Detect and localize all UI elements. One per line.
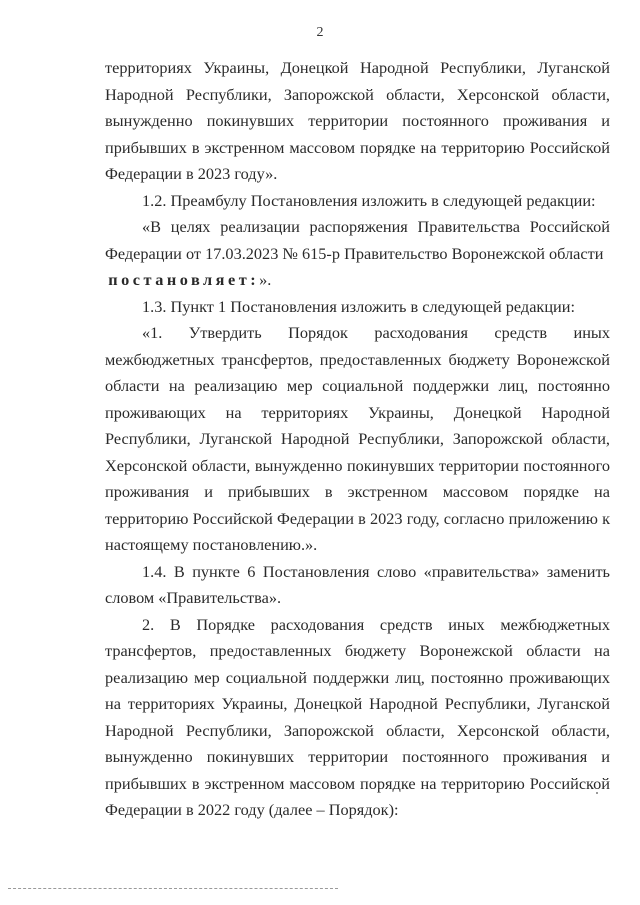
decree-suffix: ».	[259, 270, 272, 289]
paragraph-continuation: территориях Украины, Донецкой Народной Республики, Луганской Народной Республики, Запорожской области, Херсонской области, вынужденно покинувших территории постоянного проживания и прибывших в экстренном массовом порядке на территорию Российской Федерации в 2023 году».	[105, 58, 610, 183]
document-body	[105, 55, 610, 824]
paragraph-preamble-quote: «В целях реализации распоряжения Правительства Российской Федерации от 17.03.2023 № 615-р Правительство Воронежской области	[105, 217, 610, 263]
paragraph-1-2: 1.2. Преамбулу Постановления изложить в следующей редакции:	[142, 190, 596, 210]
paragraph-point-1-quote: «1. Утвердить Порядок расходования средств иных межбюджетных трансфертов, предоставленных бюджету Воронежской области на реализацию мер социальной поддержки лиц, постоянно проживающих на территориях Украины, Донецкой Народной Республики, Луганской Народной Республики, Запорожской области, Херсонской области, вынужденно покинувших территории постоянного проживания и прибывших в экстренном массовом порядке на территорию Российской Федерации в 2023 году, согласно приложению к настоящему постановлению.».	[105, 323, 610, 554]
scan-artifact-dot	[596, 792, 598, 794]
paragraph-1-3: 1.3. Пункт 1 Постановления изложить в следующей редакции:	[142, 296, 575, 316]
page-number: 2	[316, 25, 324, 40]
paragraph-1-4: 1.4. В пункте 6 Постановления слово «правительства» заменить словом «Правительства».	[105, 561, 610, 607]
paragraph-2: 2. В Порядке расходования средств иных межбюджетных трансфертов, предоставленных бюджету Воронежской области на реализацию мер социальной поддержки лиц, постоянно проживающих на территориях Украины, Донецкой Народной Республики, Луганской Народной Республики, Запорожской области, Херсонской области, вынужденно покинувших территории постоянного проживания и прибывших в экстренном массовом порядке на территорию Российской Федерации в 2022 году (далее – Порядок):	[105, 614, 610, 819]
scan-artifact-line	[8, 888, 338, 889]
decree-word: постановляет:	[108, 270, 260, 289]
paragraph-decree-line	[105, 267, 610, 294]
